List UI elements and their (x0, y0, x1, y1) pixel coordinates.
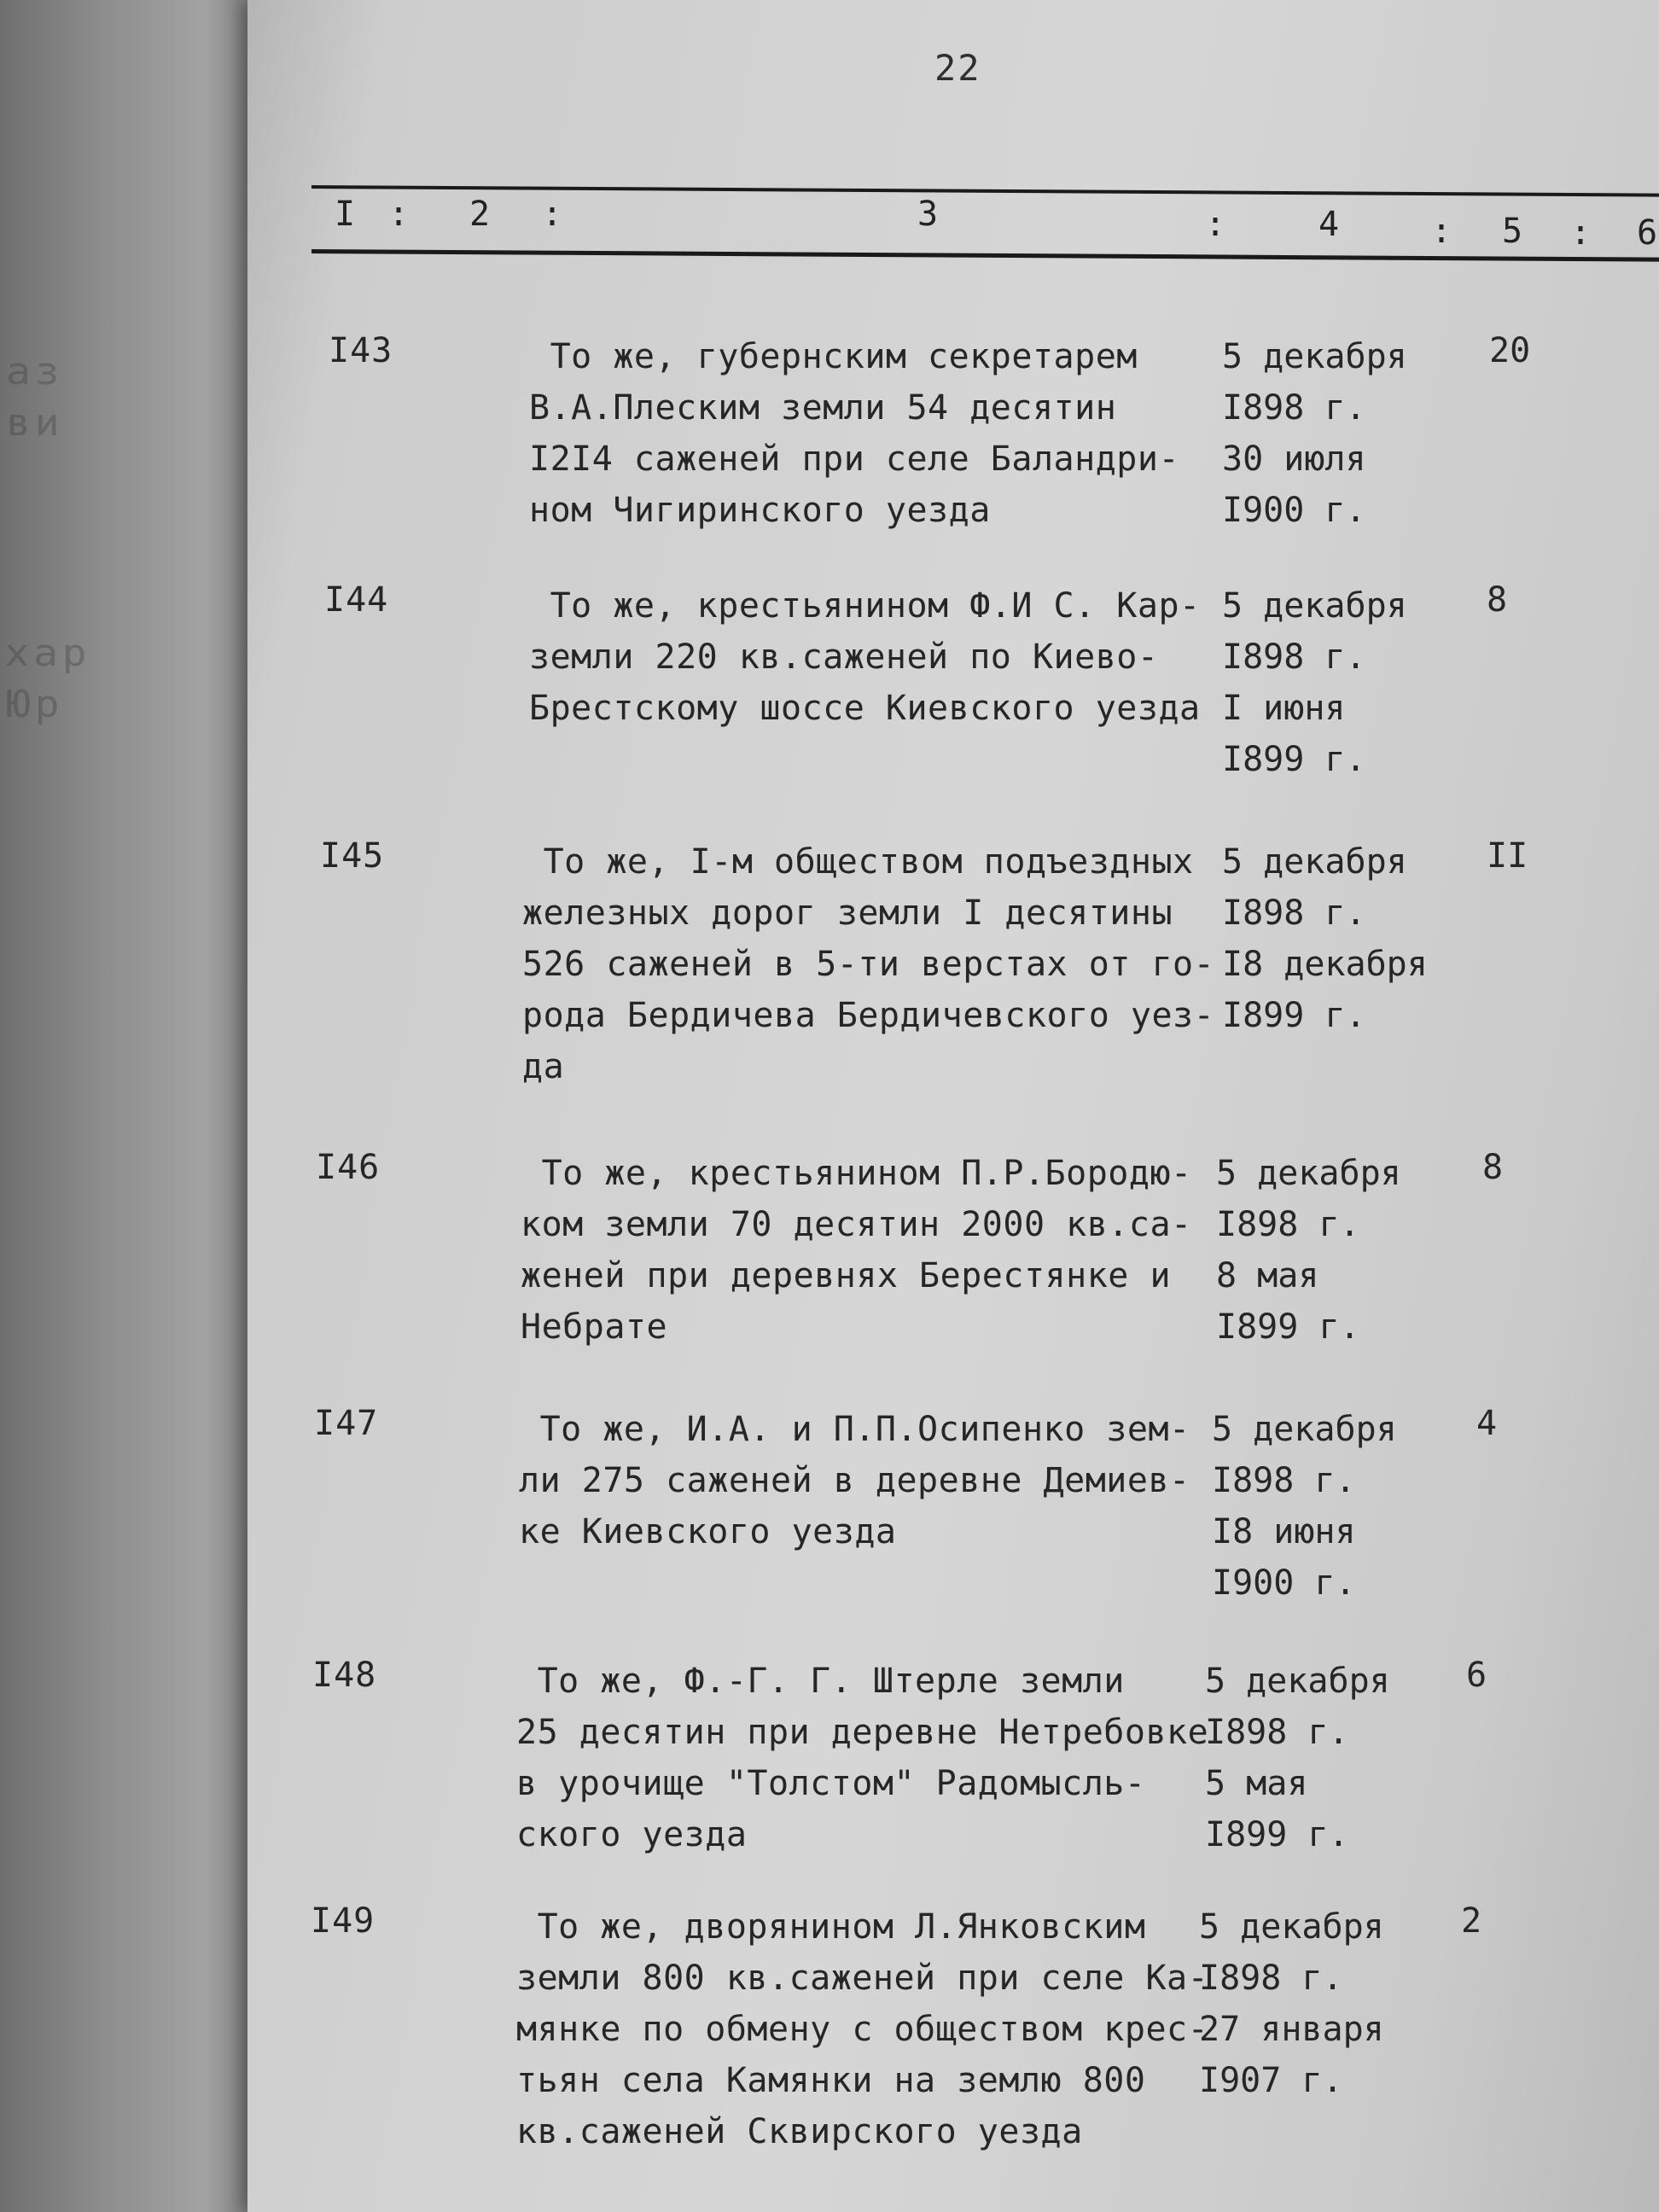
entry-description (522, 836, 1231, 1092)
entry-number: I45 (320, 836, 385, 876)
entry-description (529, 580, 1237, 734)
entry-number: I48 (312, 1656, 377, 1695)
date-line: I900 г. (1222, 491, 1366, 530)
entry-description (521, 1148, 1229, 1353)
entry-number: I49 (311, 1901, 375, 1941)
entry-dates (1222, 331, 1461, 536)
entry-description (519, 1404, 1227, 1557)
date-line: I899 г. (1222, 996, 1366, 1035)
description-line: ком земли 70 десятин 2000 кв.са- (521, 1205, 1192, 1244)
entry-dates (1222, 580, 1461, 785)
description-line: То же, крестьянином П.Р.Бородю- (521, 1154, 1192, 1193)
description-line: То же, И.А. и П.П.Осипенко зем- (519, 1410, 1190, 1449)
description-line: То же, крестьянином Ф.И С. Кар- (529, 586, 1201, 626)
date-line: 5 декабря (1205, 1662, 1390, 1701)
date-line: I900 г. (1212, 1563, 1356, 1603)
description-line: Брестскому шоссе Киевского уезда (529, 689, 1201, 728)
description-line: ном Чигиринского уезда (529, 491, 991, 530)
date-line: 30 июля (1222, 439, 1366, 479)
ghost-text: Юр (5, 683, 64, 726)
entry-dates (1199, 1901, 1438, 2106)
description-line: мянке по обмену с обществом крес- (516, 2010, 1209, 2049)
date-line: 5 декабря (1216, 1154, 1401, 1193)
col-header-2: 2 (469, 195, 491, 234)
description-line: женей при деревнях Берестянке и (521, 1256, 1172, 1295)
page-number: 22 (934, 47, 981, 89)
col-separator: : (542, 195, 563, 234)
entry-dates (1216, 1148, 1455, 1353)
col-header-3: 3 (917, 195, 939, 234)
ghost-text: хар (4, 632, 91, 675)
description-line: То же, дворянином Л.Янковским (516, 1907, 1146, 1947)
date-line: I899 г. (1216, 1307, 1360, 1347)
entry-dates (1205, 1656, 1444, 1860)
ghost-text: аз (5, 350, 64, 393)
entry-quantity: 8 (1482, 1148, 1504, 1187)
entry-number: I47 (314, 1404, 379, 1443)
description-line: В.А.Плеским земли 54 десятин (529, 388, 1117, 428)
entry-number: I46 (316, 1148, 381, 1187)
date-line: I898 г. (1205, 1713, 1349, 1752)
description-line: земли 220 кв.саженей по Киево- (529, 637, 1159, 677)
date-line: I июня (1222, 689, 1346, 728)
entry-description (516, 1656, 1225, 1860)
col-separator: : (1205, 205, 1226, 244)
date-line: I8 июня (1212, 1512, 1356, 1551)
description-line: I2I4 саженей при селе Баландри- (529, 439, 1180, 479)
date-line: I8 декабря (1222, 945, 1428, 984)
date-line: 8 мая (1216, 1256, 1319, 1295)
entry-description (516, 1901, 1225, 2157)
description-line: ке Киевского уезда (519, 1512, 897, 1551)
entry-dates (1212, 1404, 1451, 1609)
description-line: земли 800 кв.саженей при селе Ка- (516, 1959, 1209, 1998)
description-line: То же, I-м обществом подъездных (522, 842, 1194, 882)
ghost-text: ви (5, 401, 64, 445)
entry-number: I43 (329, 331, 393, 370)
description-line: 25 десятин при деревне Нетребовке (516, 1713, 1209, 1752)
col-header-1: I (335, 195, 356, 234)
col-separator: : (388, 195, 410, 234)
date-line: 5 декабря (1222, 337, 1407, 376)
date-line: 5 мая (1205, 1764, 1308, 1803)
description-line: тьян села Камянки на землю 800 (516, 2061, 1146, 2100)
date-line: I899 г. (1222, 740, 1366, 779)
description-line: Небрате (521, 1307, 668, 1347)
date-line: 5 декабря (1199, 1907, 1384, 1947)
entry-quantity: 4 (1476, 1404, 1498, 1443)
description-line: ли 275 саженей в деревне Демиев- (519, 1461, 1190, 1500)
entry-number: I44 (324, 580, 389, 620)
date-line: 5 декабря (1222, 586, 1407, 626)
entry-description (529, 331, 1237, 536)
col-separator: : (1570, 213, 1592, 253)
col-separator: : (1431, 212, 1452, 251)
entry-dates (1222, 836, 1461, 1041)
description-line: рода Бердичева Бердичевского уез- (522, 996, 1215, 1035)
date-line: 5 декабря (1212, 1410, 1397, 1449)
col-header-6: 6 (1637, 213, 1658, 253)
entry-quantity: II (1487, 836, 1528, 876)
entry-quantity: 6 (1466, 1656, 1487, 1695)
date-line: I899 г. (1205, 1815, 1349, 1854)
date-line: I898 г. (1212, 1461, 1356, 1500)
underlying-page-edge (0, 0, 256, 2212)
date-line: I898 г. (1199, 1959, 1343, 1998)
date-line: I898 г. (1222, 637, 1366, 677)
col-header-4: 4 (1318, 205, 1340, 244)
date-line: I898 г. (1222, 894, 1366, 933)
entry-quantity: 20 (1489, 331, 1531, 370)
description-line: 526 саженей в 5-ти верстах от го- (522, 945, 1215, 984)
description-line: То же, Ф.-Г. Г. Штерле земли (516, 1662, 1125, 1701)
date-line: 5 декабря (1222, 842, 1407, 882)
date-line: I898 г. (1216, 1205, 1360, 1244)
description-line: То же, губернским секретарем (529, 337, 1138, 376)
description-line: в урочище "Толстом" Радомысль- (516, 1764, 1146, 1803)
entry-quantity: 2 (1461, 1901, 1482, 1941)
col-header-5: 5 (1502, 212, 1523, 251)
entry-quantity: 8 (1487, 580, 1508, 620)
date-line: I907 г. (1199, 2061, 1343, 2100)
date-line: 27 января (1199, 2010, 1384, 2049)
date-line: I898 г. (1222, 388, 1366, 428)
description-line: ского уезда (516, 1815, 748, 1854)
description-line: железных дорог земли I десятины (522, 894, 1173, 933)
description-line: кв.саженей Сквирского уезда (516, 2112, 1083, 2151)
description-line: да (522, 1047, 565, 1086)
